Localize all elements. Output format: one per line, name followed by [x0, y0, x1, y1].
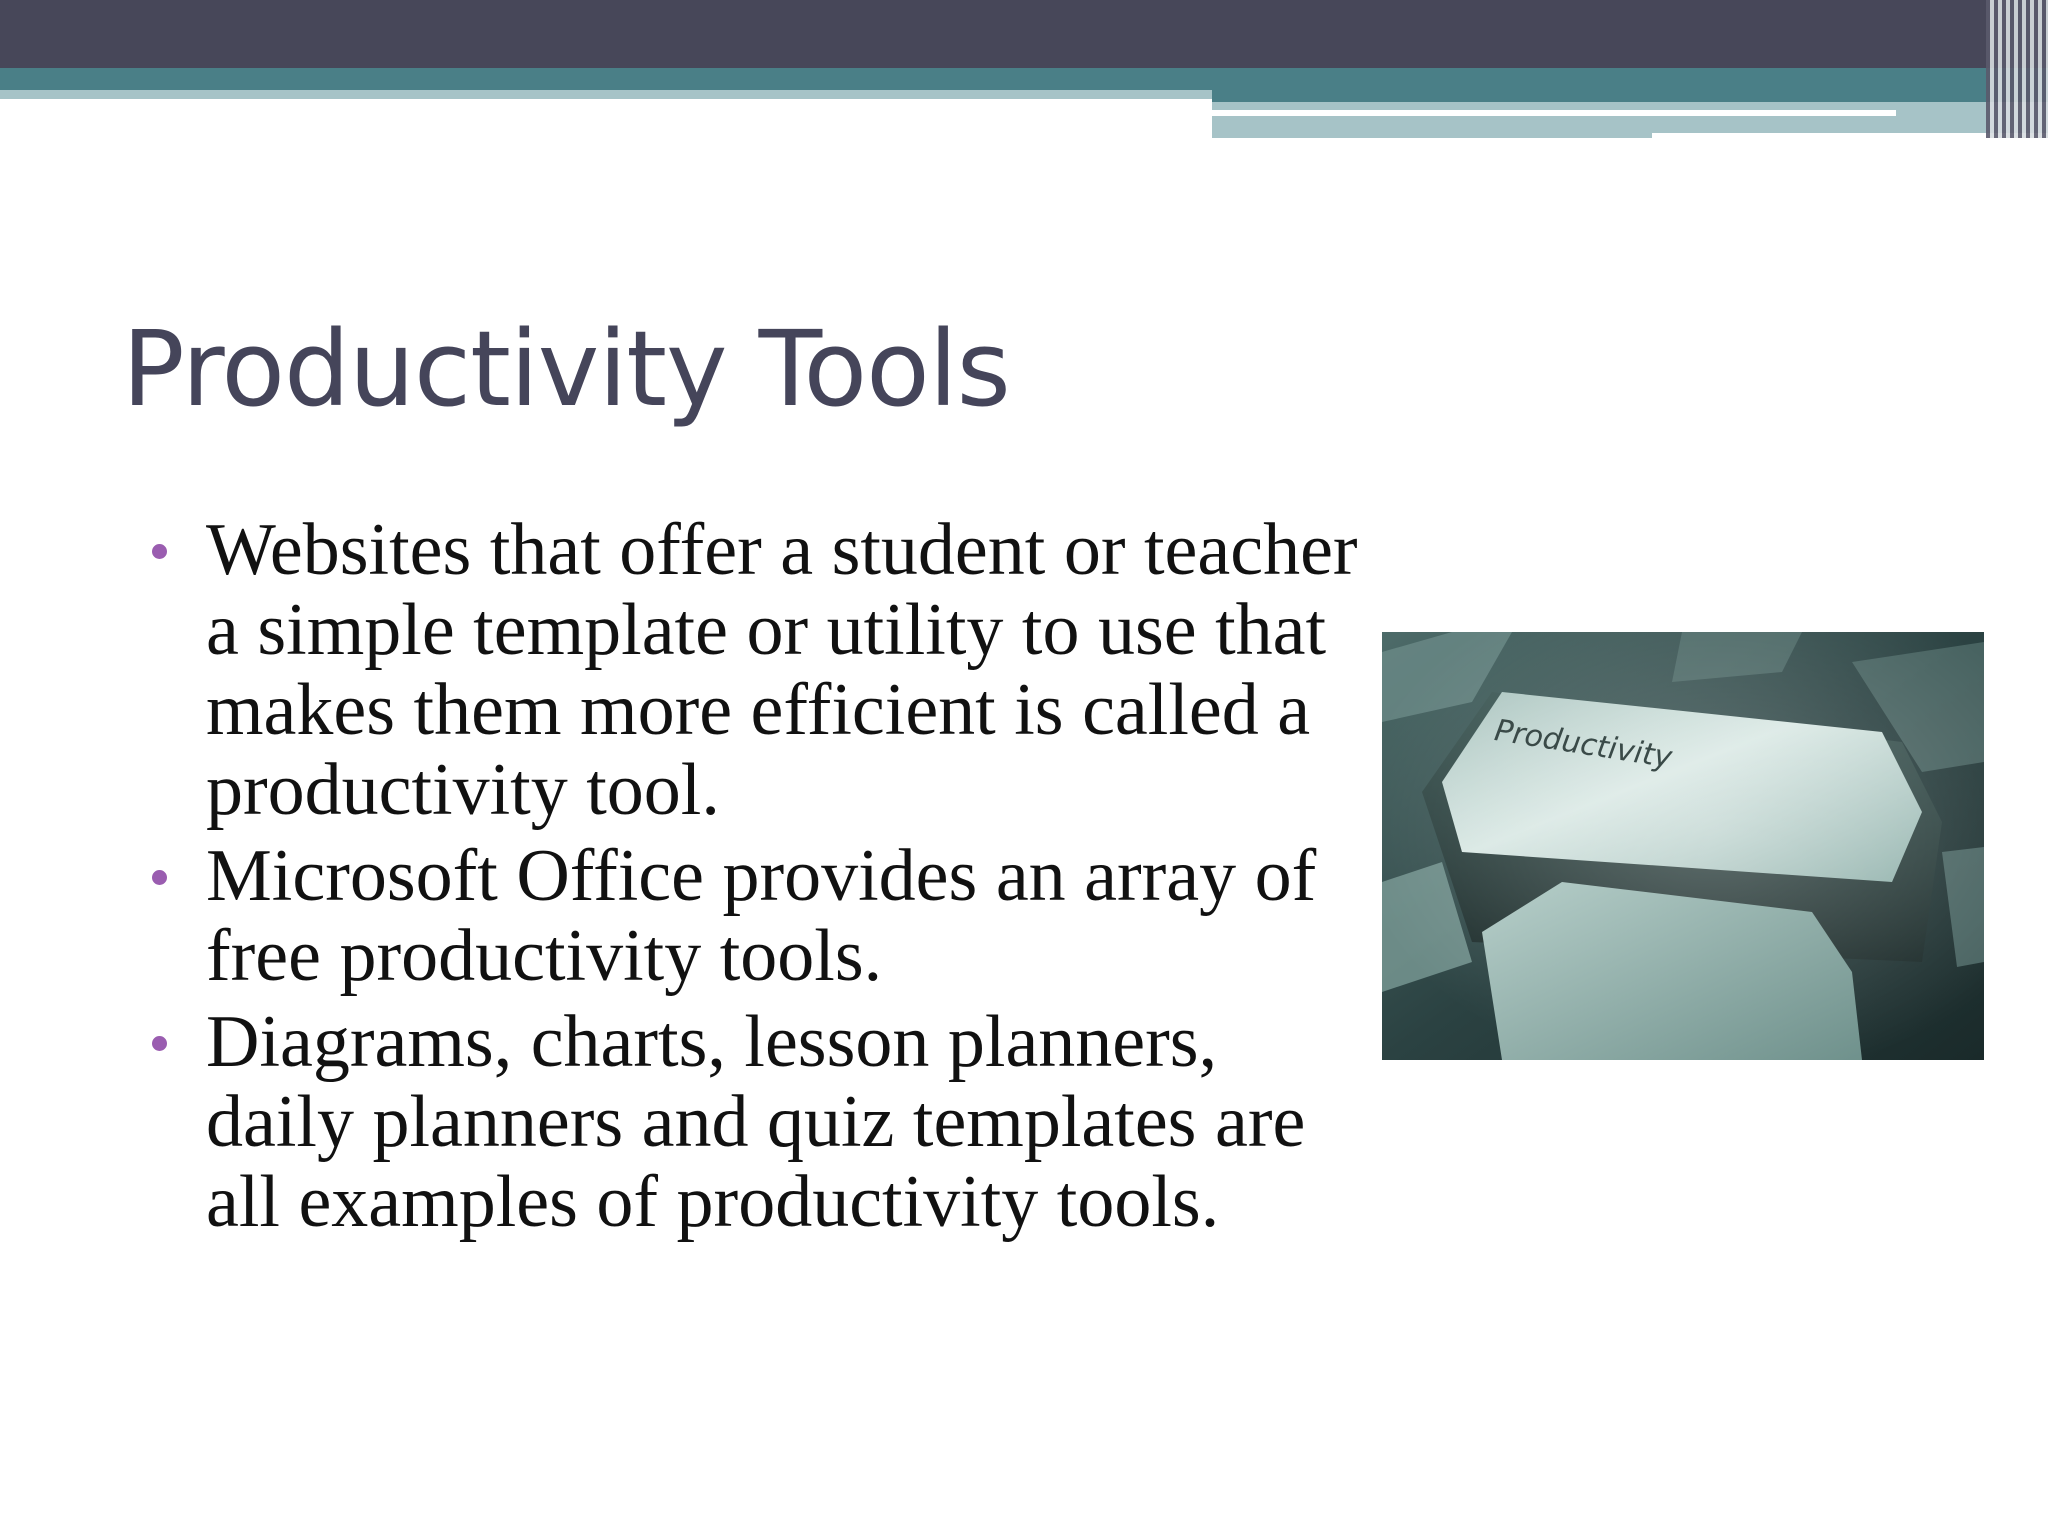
header-teal-bar — [0, 68, 2048, 90]
bullet-item — [140, 1002, 1360, 1242]
header-white-line — [1212, 110, 1896, 116]
bullet-text: Websites that offer a student or teacher a simple template or utility to use that makes them more efficient is called a productivity tool. — [206, 509, 1358, 831]
bullet-text: Diagrams, charts, lesson planners, daily planners and quiz templates are all examples of productivity tools. — [206, 1001, 1306, 1243]
header-stripes — [1986, 0, 2048, 138]
slide-title: Productivity Tools — [122, 308, 1010, 430]
keyboard-illustration — [1382, 632, 1984, 1060]
bullet-marker-icon — [152, 1036, 167, 1051]
header-light-bar — [0, 90, 1212, 99]
keyboard-photo — [1382, 632, 1984, 1060]
bullet-marker-icon — [152, 870, 167, 885]
header-dark-bar — [0, 0, 2048, 68]
header-teal-step — [1212, 90, 2048, 102]
key-label: Productivity — [1492, 713, 1675, 776]
bullet-item — [140, 510, 1360, 830]
bullet-marker-icon — [152, 544, 167, 559]
bullet-list — [140, 510, 1360, 1248]
bullet-text: Microsoft Office provides an array of free productivity tools. — [206, 835, 1317, 997]
bullet-item — [140, 836, 1360, 996]
